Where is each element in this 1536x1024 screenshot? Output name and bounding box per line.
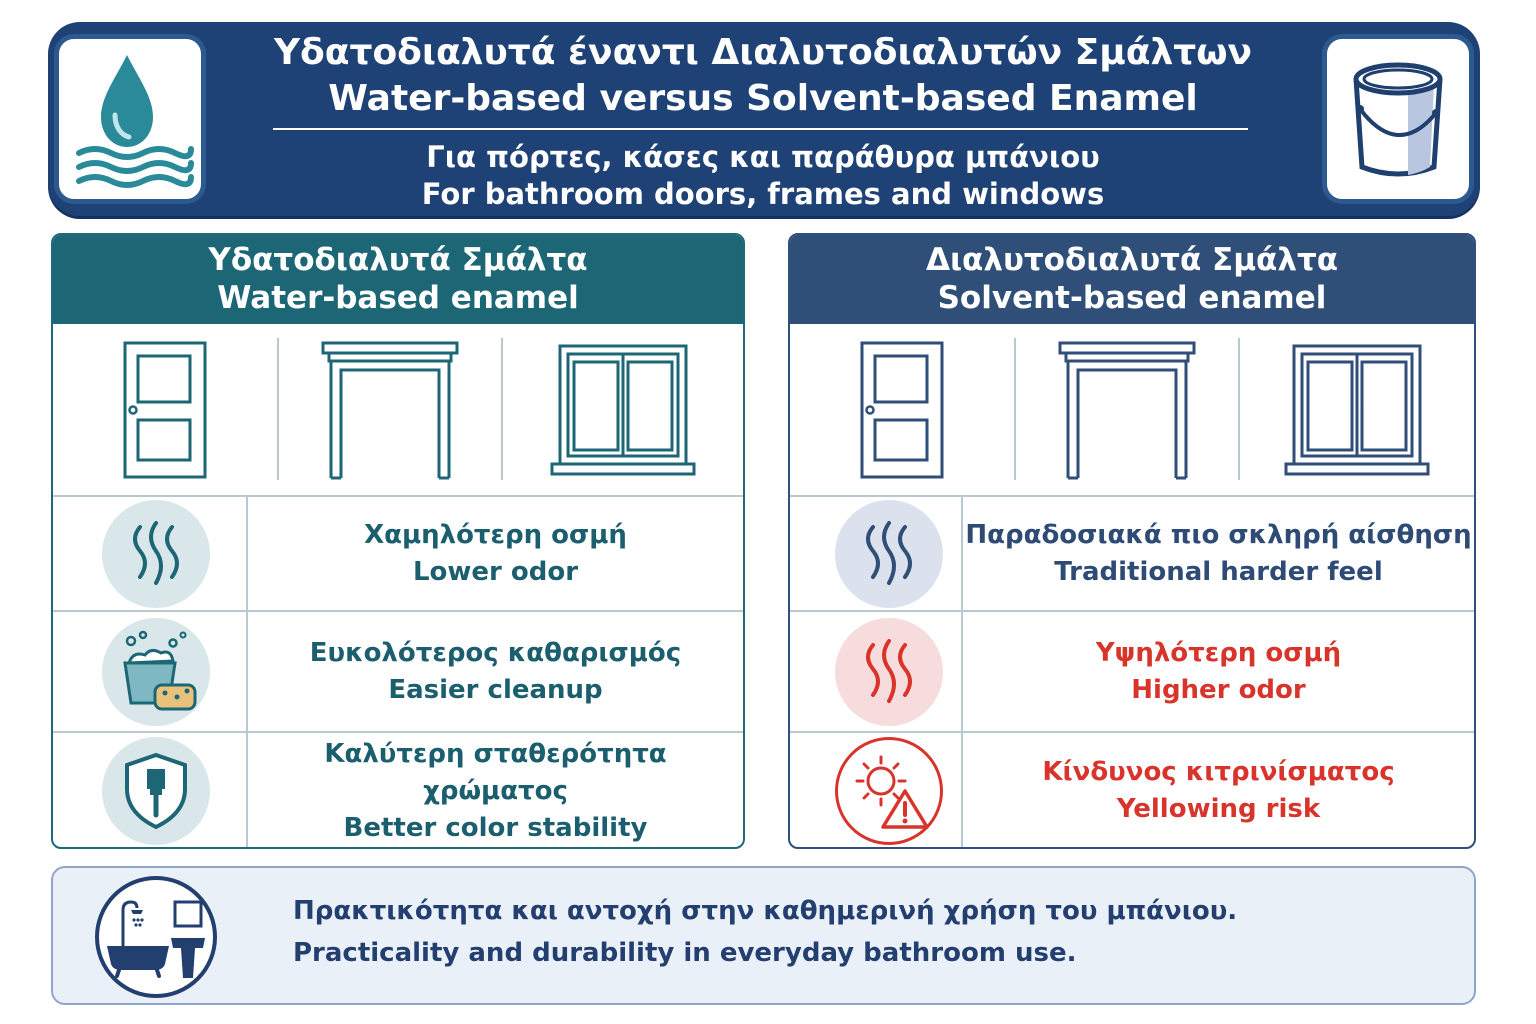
feature-greek: Καλύτερη σταθερότητα χρώματος xyxy=(324,738,667,806)
odor-waves-icon xyxy=(126,519,186,589)
solvent-title-greek: Διαλυτοδιαλυτά Σμάλτα xyxy=(925,242,1339,278)
feature-greek: Χαμηλότερη οσμή xyxy=(364,519,627,550)
water-panel-header xyxy=(53,235,743,324)
feature-english: Higher odor xyxy=(1131,674,1306,705)
water-title-english: Water-based enamel xyxy=(217,280,579,316)
footer-text-english: Practicality and durability in everyday bathroom use. xyxy=(293,938,1077,968)
water-application-icons xyxy=(53,324,743,496)
header-subtitle-greek: Για πόρτες, κάσες και παράθυρα μπάνιου xyxy=(426,140,1100,174)
header-title-greek: Υδατοδιαλυτά έναντι Διαλυτοδιαλυτών Σμάλτων xyxy=(273,32,1253,73)
list-item xyxy=(53,612,743,731)
feature-english: Better color stability xyxy=(343,812,648,843)
header-title-english: Water-based versus Solvent-based Enamel xyxy=(328,78,1198,119)
feature-english: Yellowing risk xyxy=(1116,794,1321,824)
list-item xyxy=(53,733,743,849)
door-frame-icon xyxy=(319,340,461,480)
feature-english: Traditional harder feel xyxy=(1054,556,1383,587)
feature-greek: Παραδοσιακά πιο σκληρή αίσθηση xyxy=(965,519,1472,550)
header-divider xyxy=(273,128,1248,130)
list-item xyxy=(53,497,743,610)
water-title-greek: Υδατοδιαλυτά Σμάλτα xyxy=(208,242,588,278)
paint-can-icon xyxy=(1338,49,1458,189)
window-icon xyxy=(550,340,696,480)
paint-can-badge xyxy=(1322,34,1474,204)
strong-odor-waves-icon xyxy=(859,637,919,707)
shield-brush-icon xyxy=(121,751,191,831)
list-item xyxy=(790,612,1474,731)
water-drop-waves-icon xyxy=(65,49,195,189)
feature-english: Easier cleanup xyxy=(388,674,603,705)
feature-greek: Κίνδυνος κιτρινίσματος xyxy=(1042,757,1395,787)
odor-waves-icon xyxy=(859,519,919,589)
footer-summary xyxy=(51,866,1476,1005)
door-icon xyxy=(122,340,208,480)
feature-greek: Υψηλότερη οσμή xyxy=(1095,637,1342,668)
feature-english: Lower odor xyxy=(412,556,579,587)
bathroom-icon xyxy=(93,874,219,1000)
footer-text-greek: Πρακτικότητα και αντοχή στην καθημερινή χρήση του μπάνιου. xyxy=(293,896,1238,926)
feature-greek: Ευκολότερος καθαρισμός xyxy=(309,637,682,668)
solvent-application-icons xyxy=(790,324,1474,496)
water-badge xyxy=(54,34,206,204)
door-frame-icon xyxy=(1056,340,1198,480)
header-banner xyxy=(48,22,1480,216)
solvent-based-panel xyxy=(788,233,1476,849)
list-item xyxy=(790,733,1474,849)
list-item xyxy=(790,497,1474,610)
solvent-panel-header xyxy=(790,235,1474,324)
door-icon xyxy=(859,340,945,480)
solvent-title-english: Solvent-based enamel xyxy=(937,280,1327,316)
cleanup-bucket-sponge-icon xyxy=(111,627,201,717)
water-based-panel xyxy=(51,233,745,849)
sun-warning-icon xyxy=(843,745,935,837)
window-icon xyxy=(1284,340,1430,480)
header-subtitle-english: For bathroom doors, frames and windows xyxy=(421,177,1105,211)
